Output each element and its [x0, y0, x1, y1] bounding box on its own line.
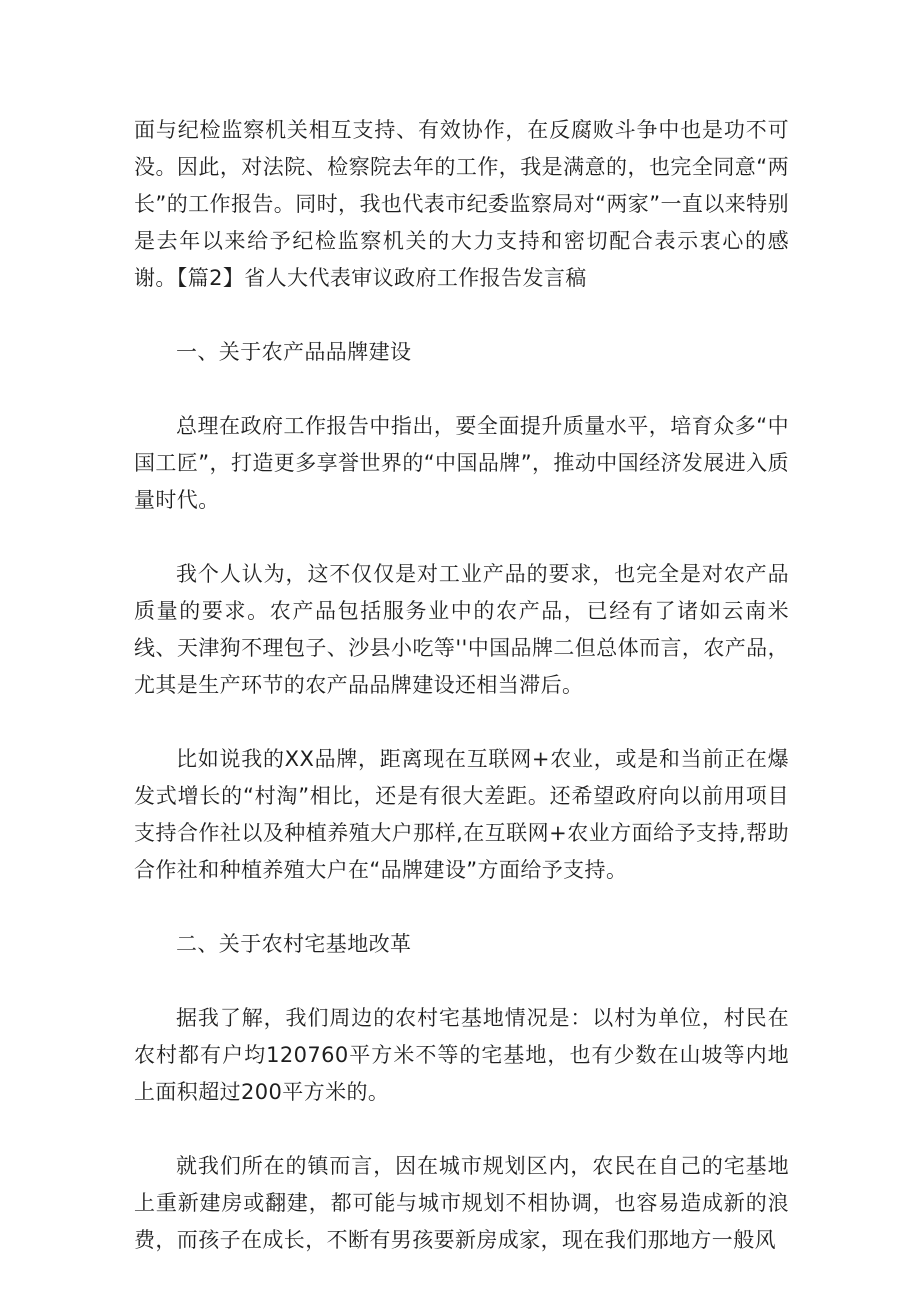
- paragraph-agri-quality: 我个人认为，这不仅仅是对工业产品的要求，也完全是对农产品质量的要求。农产品包括服务业中的农产品，已经有了诸如云南米线、天津狗不理包子、沙县小吃等''中国品牌二但总体而言，农产品，尤其是生产环节的农产品品牌建设还相当滞后。: [134, 562, 789, 697]
- paragraph-town-planning: 就我们所在的镇而言，因在城市规划区内，农民在自己的宅基地上重新建房或翻建，都可能与城市规划不相协调，也容易造成新的浪费，而孩子在成长，不断有男孩要新房成家，现在我们那地方一般风: [134, 1154, 789, 1252]
- paragraph-homestead-situation: 据我了解，我们周边的农村宅基地情况是：以村为单位，村民在农村都有户均120760平方米不等的宅基地，也有少数在山坡等内地上面积超过200平方米的。: [134, 1006, 789, 1104]
- section-heading-homestead: 二、关于农村宅基地改革: [176, 932, 412, 956]
- paragraph-continuation: 面与纪检监察机关相互支持、有效协作，在反腐败斗争中也是功不可没。因此，对法院、检察院去年的工作，我是满意的，也完全同意“两长”的工作报告。同时，我也代表市纪委监察局对“两家”一直以来特别是去年以来给予纪检监察机关的大力支持和密切配合表示衷心的感谢。【篇2】省人大代表审议政府工作报告发言稿: [134, 118, 789, 290]
- paragraph-quality-era: 总理在政府工作报告中指出，要全面提升质量水平，培育众多“中国工匠”，打造更多享誉世界的“中国品牌”，推动中国经济发展进入质量时代。: [134, 414, 789, 512]
- paragraph-brand-support: 比如说我的XX品牌，距离现在互联网+农业，或是和当前正在爆发式增长的“村淘”相比，还是有很大差距。还希望政府向以前用项目支持合作社以及种植养殖大户那样,在互联网+农业方面给予支持,帮助合作社和种植养殖大户在“品牌建设”方面给予支持。: [134, 747, 789, 882]
- section-heading-brand: 一、关于农产品品牌建设: [176, 340, 412, 364]
